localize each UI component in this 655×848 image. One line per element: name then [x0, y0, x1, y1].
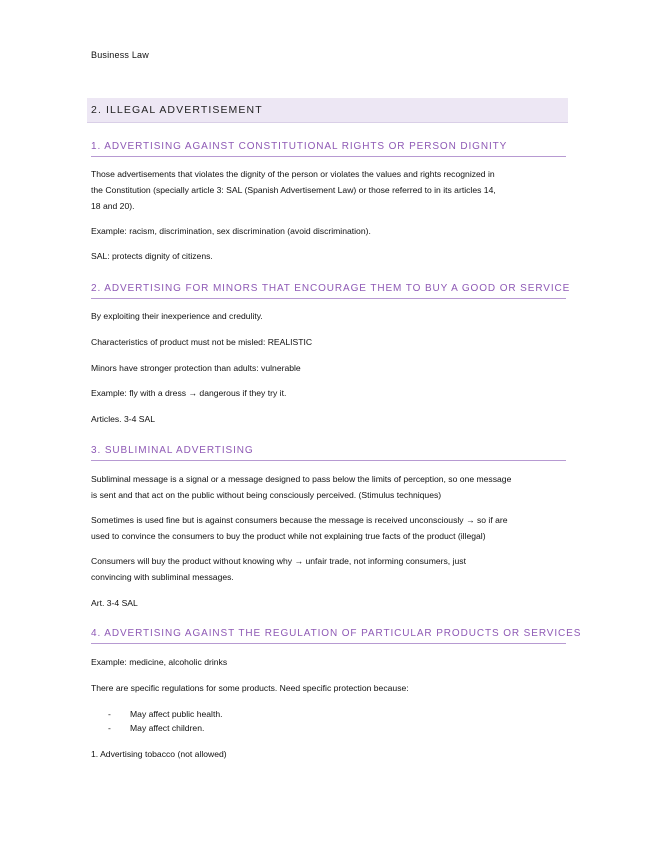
text-line: is sent and that act on the public without being consciously perceived. (Stimulus techniques): [91, 490, 442, 500]
paragraph: [91, 166, 563, 214]
list-item: [108, 707, 223, 721]
list-bullet: -: [108, 723, 111, 733]
subsection-heading-2: 2. ADVERTISING FOR MINORS THAT ENCOURAGE THEM TO BUY A GOOD OR SERVICE: [91, 283, 566, 299]
section-heading-bar: [87, 98, 568, 123]
text-line: 18 and 20).: [91, 201, 135, 211]
text-line: Consumers will buy the product without knowing why → unfair trade, not informing consumers, just: [91, 556, 466, 566]
paragraph: There are specific regulations for some products. Need specific protection because:: [91, 683, 409, 693]
subsection-heading-3: 3. SUBLIMINAL ADVERTISING: [91, 445, 566, 461]
paragraph: Art. 3-4 SAL: [91, 598, 138, 608]
text-line: convincing with subliminal messages.: [91, 572, 234, 582]
subsection-heading-1: 1. ADVERTISING AGAINST CONSTITUTIONAL RIGHTS OR PERSON DIGNITY: [91, 141, 566, 157]
paragraph: Example: medicine, alcoholic drinks: [91, 657, 228, 667]
document-header-title: Business Law: [91, 50, 149, 60]
paragraph: Example: fly with a dress → dangerous if they try it.: [91, 388, 287, 398]
paragraph: Example: racism, discrimination, sex discrimination (avoid discrimination).: [91, 226, 371, 236]
paragraph: 1. Advertising tobacco (not allowed): [91, 749, 227, 759]
paragraph: Characteristics of product must not be misled: REALISTIC: [91, 337, 313, 347]
paragraph: [91, 512, 563, 544]
list-item-text: May affect public health.: [130, 709, 223, 719]
text-line: Those advertisements that violates the dignity of the person or violates the values and rights recognized in: [91, 169, 495, 179]
list-bullet: -: [108, 709, 111, 719]
paragraph: [91, 471, 563, 503]
paragraph: By exploiting their inexperience and credulity.: [91, 311, 263, 321]
paragraph: Articles. 3-4 SAL: [91, 414, 155, 424]
text-line: the Constitution (specially article 3: SAL (Spanish Advertisement Law) or those referred to in its articles 14,: [91, 185, 496, 195]
subsection-heading-4: 4. ADVERTISING AGAINST THE REGULATION OF PARTICULAR PRODUCTS OR SERVICES: [91, 628, 566, 644]
paragraph: SAL: protects dignity of citizens.: [91, 251, 213, 261]
text-line: Subliminal message is a signal or a message designed to pass below the limits of perception, so one message: [91, 474, 512, 484]
list-item: [108, 721, 204, 735]
section-heading-text: 2. ILLEGAL ADVERTISEMENT: [91, 104, 263, 116]
text-line: used to convince the consumers to buy the product while not explaining true facts of the product (illegal): [91, 531, 486, 541]
paragraph: [91, 553, 563, 585]
list-item-text: May affect children.: [130, 723, 205, 733]
text-line: Sometimes is used fine but is against consumers because the message is received unconsciously → so if are: [91, 515, 508, 525]
paragraph: Minors have stronger protection than adults: vulnerable: [91, 363, 301, 373]
